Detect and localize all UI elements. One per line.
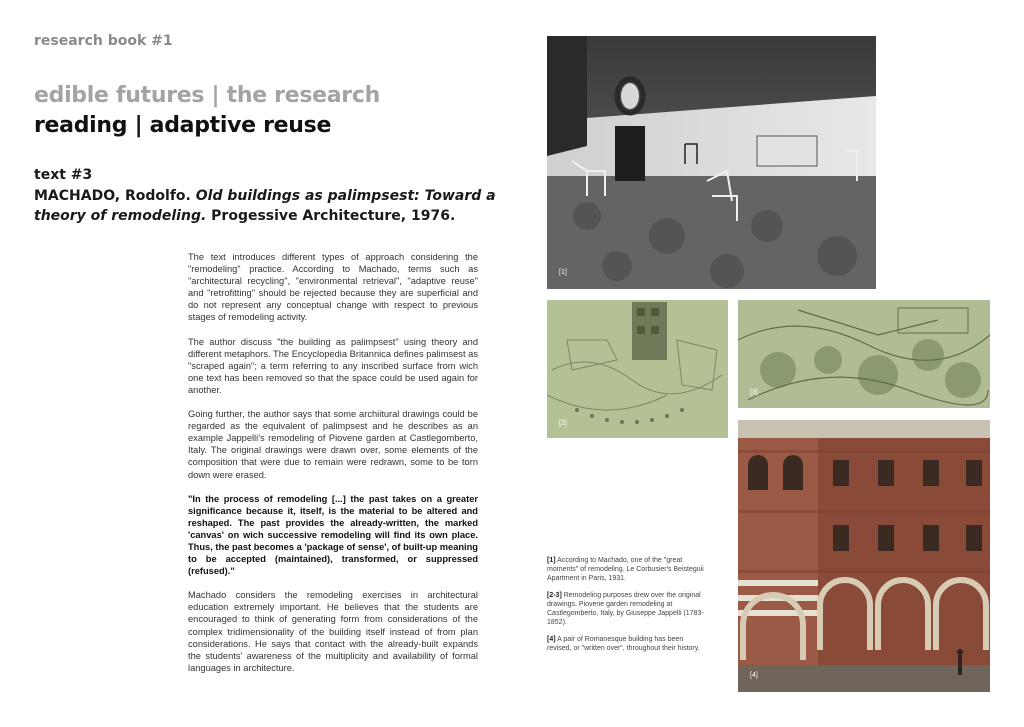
caption-ref: [1] [547,557,556,564]
caption [547,591,707,627]
photo-romanesque-building [738,420,990,692]
figure-label: [2] [559,420,567,427]
body-paragraph: The author discuss "the building as palimpsest" using theory and different metaphors. The Encyclopedia Britannica defines palimsest as "scraped again"; a term referring to any inscribed surface from wich one text has been removed so that the space could be used again for another. [188,336,478,395]
body-paragraph: Going further, the author says that some archiitural drawings could be regarded as the equivalent of palimpsest and he describes as an example Jappelli's remodeling of Piovene garden at Castlegomberto, Italy. The original drawings were drawn over, some elements of the composition that were due to remain were redrawn, some to be torn down were erased. [188,409,478,480]
photo-site-drawing [738,300,990,408]
body-paragraph: Machado considers the remodeling exercises in architectural education extremely important. He believes that the students are encouraged to think of generating form from considerations of the complex tridimensionality of the building itself instead of from plan considerations. He says that contact with the already-built expands the students' awareness of the multiplicity and availability of formal languages in architecture. [188,590,478,673]
body-paragraph: The text introduces different types of approach considering the "remodeling" practice. According to Machado, terms such as "architectural recycling", "environmental retrieval", "adaptive reuse" and "retrofitting" should be rejected because they are superficial and do not represent any conceptual change with respect to previous stages of remodeling activity. [188,252,478,323]
caption-ref: [4] [547,636,556,643]
citation-publication: Progessive Architecture, 1976. [211,208,456,224]
caption [547,556,707,583]
photo-rooftop-terrace [547,36,876,289]
caption-text: According to Machado, one of the "great moments" of remodeling. Le Corbusier's Beisteguii Apartment in Paris, 1931. [547,557,704,582]
figure-label: [1] [559,269,567,276]
series-title: edible futures | the research [34,83,380,108]
caption-text: A pair of Romanesque building has been revised, or "written over", throughout their history. [547,636,700,652]
caption-ref: [2-3] [547,592,562,599]
text-number: text #3 [34,167,93,183]
figure-captions [547,556,707,661]
block-quote: "In the process of remodeling [...] the past takes on a greater significance because it, itself, is the material to be altered and reshaped. The past provides the already-written, the marked 'canvas' on wich successive remodeling will find its own place. Thus, the past becomes a 'package of sense', of built-up meaning to be accepted (maintained), transformed, or suppressed (refused)." [188,493,478,577]
citation [34,186,504,226]
photo-garden-plan-drawing [547,300,728,438]
book-label: research book #1 [34,33,173,49]
citation-title: Old buildings as palimpsest: Toward a theory of remodeling. [34,188,496,224]
topic-title: reading | adaptive reuse [34,113,332,138]
body-text [188,251,478,686]
figure-label: [3] [750,389,758,396]
caption [547,635,707,653]
citation-author: MACHADO, Rodolfo. [34,188,191,204]
caption-text: Remodeling purposes drew over the original drawings. Piovene garden remodeling at Castlegomberto, Italy, by Giuseppe Jappelli (1783-1852). [547,592,704,626]
figure-label: [4] [750,672,758,679]
